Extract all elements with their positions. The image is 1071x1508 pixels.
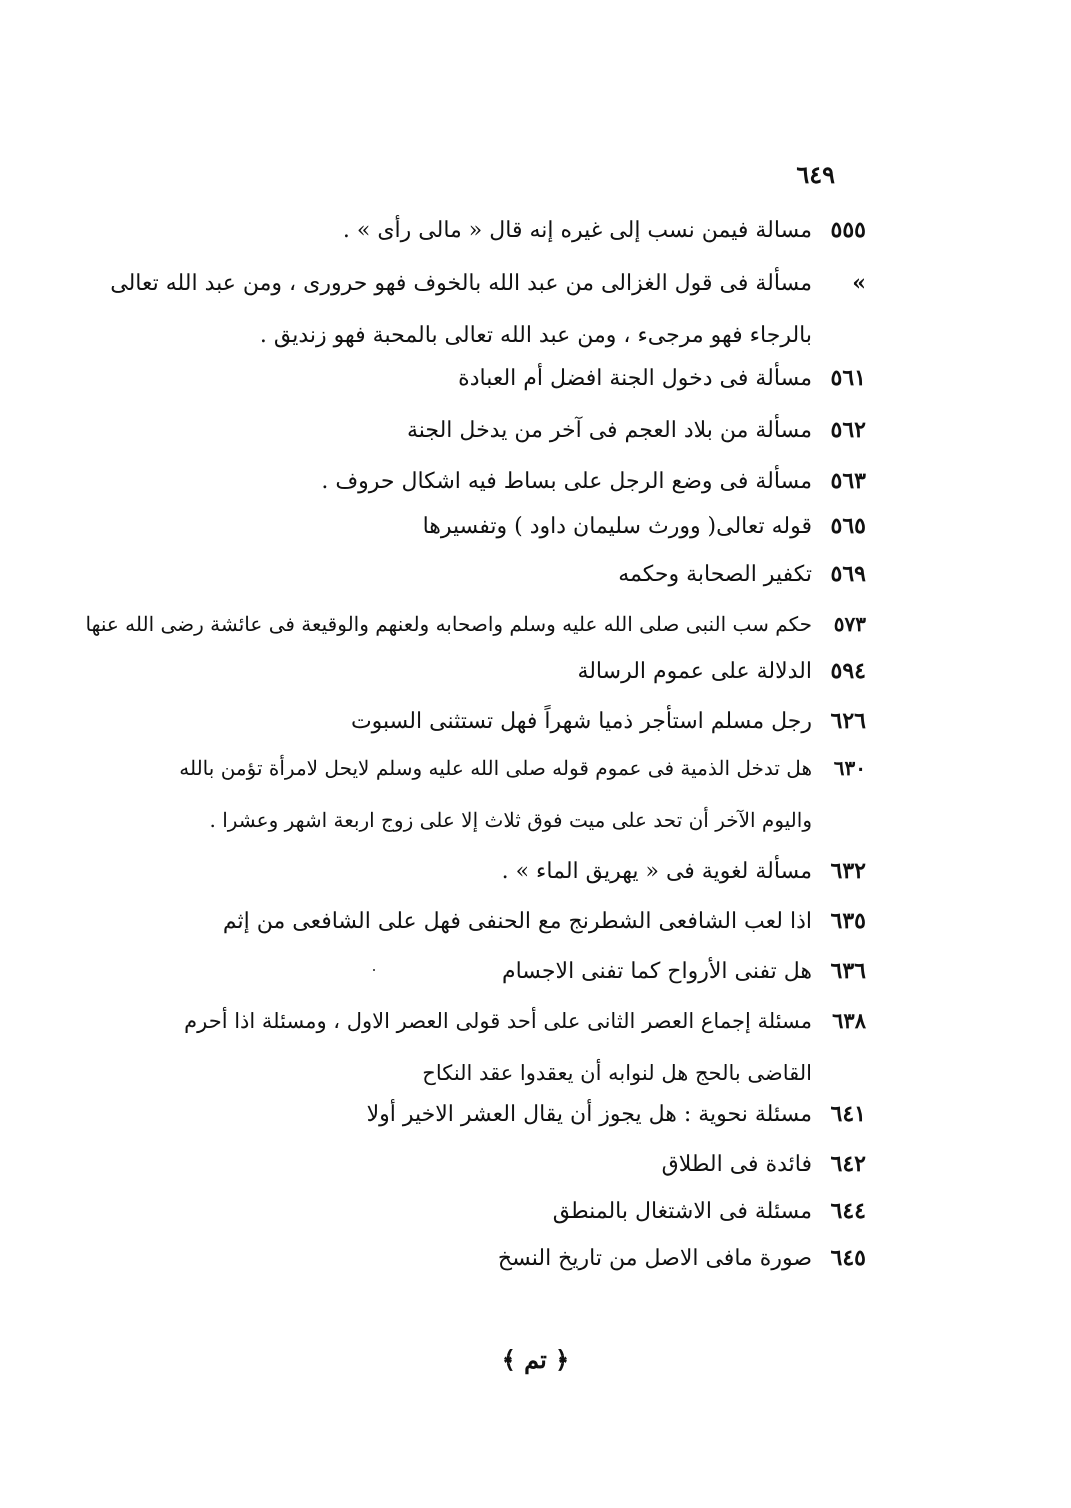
toc-entry xyxy=(367,1088,866,1141)
entry-page-number: ٦٣٠ xyxy=(833,756,866,780)
entry-title: تكفير الصحابة وحكمه xyxy=(618,562,812,587)
toc-entry xyxy=(351,695,866,748)
toc-entry xyxy=(407,404,866,457)
entry-page-number: ٦٤٢ xyxy=(830,1151,866,1177)
entry-title: صورة مافى الاصل من تاريخ النسخ xyxy=(497,1246,812,1271)
entry-page-number: ٦٣٦ xyxy=(830,958,866,984)
toc-entry xyxy=(184,995,866,1099)
entry-page-number: » xyxy=(852,270,866,296)
toc-entry xyxy=(577,645,866,698)
entry-title: هل تفنى الأرواح كما تفنى الاجسام xyxy=(501,959,812,984)
entry-page-number: ٦٣٢ xyxy=(830,858,866,884)
toc-entry xyxy=(223,895,866,948)
entry-title: مسألة لغوية فى « يهريق الماء » . xyxy=(501,859,812,884)
entry-page-number: ٥٩٤ xyxy=(830,658,866,684)
toc-entry xyxy=(502,945,866,998)
entry-title-continuation: القاضى بالحج هل لنوابه أن يعقدوا عقد النكاح xyxy=(422,1061,812,1085)
entry-page-number: ٦٤٤ xyxy=(830,1198,866,1224)
toc-entry xyxy=(423,500,866,553)
toc-entry xyxy=(498,1232,866,1285)
entry-title-continuation: واليوم الآخر أن تحد على ميت فوق ثلاث إلا على زوج اربعة اشهر وعشرا . xyxy=(209,808,812,832)
entry-title: الدلالة على عموم الرسالة xyxy=(577,659,812,684)
entry-page-number: ٦٣٨ xyxy=(832,1008,866,1033)
entry-page-number: ٦٤١ xyxy=(830,1101,866,1127)
entry-title: هل تدخل الذمية فى عموم قوله صلى الله عليه وسلم لايحل لامرأة تؤمن بالله xyxy=(179,756,812,780)
entry-page-number: ٦٤٥ xyxy=(830,1245,866,1271)
entry-page-number: ٥٥٥ xyxy=(830,217,866,243)
entry-title: مسألة من بلاد العجم فى آخر من يدخل الجنة xyxy=(406,418,812,443)
toc-entry xyxy=(86,598,866,650)
entry-page-number: ٦٢٦ xyxy=(830,708,866,734)
entry-page-number: ٥٧٣ xyxy=(833,612,866,636)
entry-title: فائدة فى الطلاق xyxy=(661,1152,812,1177)
toc-entry xyxy=(662,1138,866,1191)
toc-entry xyxy=(343,204,866,257)
entry-page-number: ٥٦١ xyxy=(830,365,866,391)
toc-entry xyxy=(618,548,866,601)
entry-title: مسئلة نحوية : هل يجوز أن يقال العشر الاخير أولا xyxy=(366,1102,812,1127)
entry-page-number: ٥٦٣ xyxy=(830,468,866,494)
page-number: ٦٤٩ xyxy=(796,160,835,189)
entry-title-continuation: بالرجاء فهو مرجىء ، ومن عبد الله تعالى بالمحبة فهو زنديق . xyxy=(259,323,812,348)
entry-page-number: ٥٦٥ xyxy=(830,513,866,539)
entry-page-number: ٥٦٩ xyxy=(830,561,866,587)
entry-title: اذا لعب الشافعى الشطرنج مع الحنفى فهل على الشافعى من إثم xyxy=(222,909,812,934)
entry-title: مسألة فى وضع الرجل على بساط فيه اشكال حروف . xyxy=(321,469,812,494)
entry-title: قوله تعالى( وورث سليمان داود ) وتفسيرها xyxy=(422,514,812,539)
entry-title: حكم سب النبى صلى الله عليه وسلم واصحابه ولعنهم والوقيعة فى عائشة رضى الله عنها xyxy=(85,612,812,636)
toc-entry xyxy=(179,742,866,846)
toc-entry xyxy=(502,845,866,898)
entry-title: مسالة فيمن نسب إلى غيره إنه قال « مالى رأى » . xyxy=(342,218,812,243)
end-mark: ﴿ تم ﴾ xyxy=(501,1345,570,1374)
entry-title: مسئلة إجماع العصر الثانى على أحد قولى العصر الاول ، ومسئلة اذا أحرم xyxy=(184,1009,812,1033)
entry-page-number: ٦٣٥ xyxy=(830,908,866,934)
entry-page-number: ٥٦٢ xyxy=(830,417,866,443)
entry-title: مسألة فى دخول الجنة افضل أم العبادة xyxy=(458,366,812,391)
stray-dot xyxy=(373,969,375,971)
entry-title: رجل مسلم استأجر ذميا شهراً فهل تستثنى السبوت xyxy=(350,709,812,734)
toc-entry xyxy=(110,257,866,362)
toc-entry xyxy=(553,1185,866,1238)
entry-title: مسئلة فى الاشتغال بالمنطق xyxy=(552,1199,812,1224)
entry-title: مسألة فى قول الغزالى من عبد الله بالخوف فهو حرورى ، ومن عبد الله تعالى xyxy=(110,271,812,296)
toc-entry xyxy=(458,352,866,405)
